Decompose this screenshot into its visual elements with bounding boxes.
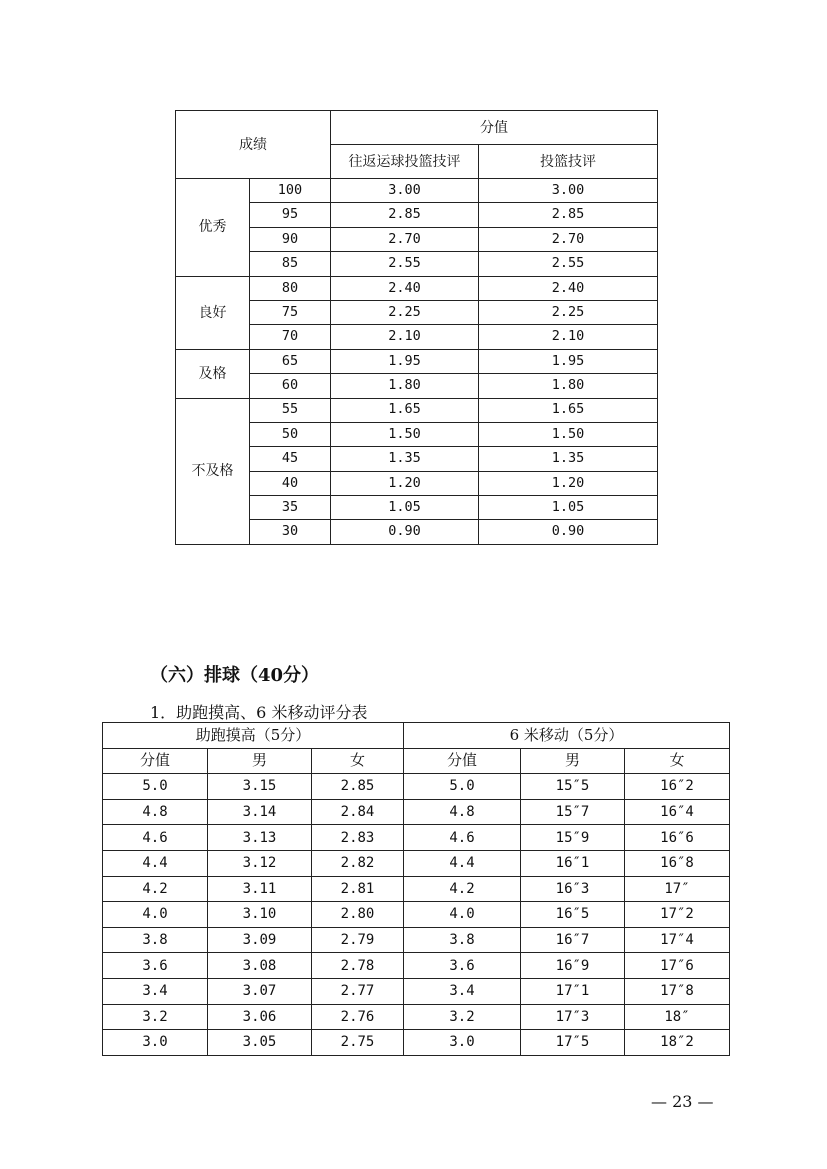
dribble-shoot-value: 1.20 [331, 471, 479, 495]
table-cell: 2.82 [312, 850, 404, 876]
table-cell: 15″5 [521, 774, 625, 800]
table-row [103, 799, 730, 825]
table-cell: 5.0 [404, 774, 521, 800]
column-header: 分值 [103, 748, 208, 774]
dribble-shoot-value: 2.25 [331, 300, 479, 324]
grade-label: 优秀 [176, 179, 250, 277]
table-cell: 3.0 [404, 1030, 521, 1056]
table-cell: 17″8 [625, 978, 730, 1004]
table-cell: 5.0 [103, 774, 208, 800]
table-cell: 2.80 [312, 902, 404, 928]
column-header: 分值 [404, 748, 521, 774]
table-cell: 3.4 [404, 978, 521, 1004]
table-cell: 4.4 [404, 850, 521, 876]
table-cell: 17″2 [625, 902, 730, 928]
shooting-value: 1.80 [479, 374, 658, 398]
score-cell: 70 [250, 325, 331, 349]
shooting-value: 2.55 [479, 252, 658, 276]
column-header-row [103, 748, 730, 774]
table-cell: 3.09 [208, 927, 312, 953]
shooting-value: 1.50 [479, 422, 658, 446]
table-row [176, 179, 658, 203]
jump-reach-header: 助跑摸高（5分） [103, 723, 404, 749]
table-cell: 18″2 [625, 1030, 730, 1056]
dribble-shoot-value: 3.00 [331, 179, 479, 203]
table-cell: 3.10 [208, 902, 312, 928]
table-cell: 16″6 [625, 825, 730, 851]
dribble-shoot-value: 1.65 [331, 398, 479, 422]
shooting-value: 1.20 [479, 471, 658, 495]
table-row [103, 978, 730, 1004]
table-cell: 3.06 [208, 1004, 312, 1030]
table-cell: 2.76 [312, 1004, 404, 1030]
score-cell: 90 [250, 227, 331, 251]
score-cell: 45 [250, 447, 331, 471]
dribble-shoot-header: 往返运球投篮技评 [331, 145, 479, 179]
table-cell: 15″9 [521, 825, 625, 851]
grade-label: 及格 [176, 349, 250, 398]
dribble-shoot-value: 1.50 [331, 422, 479, 446]
table-cell: 3.6 [103, 953, 208, 979]
table-cell: 4.0 [404, 902, 521, 928]
table-row [103, 1004, 730, 1030]
table-cell: 4.6 [404, 825, 521, 851]
table-cell: 16″8 [625, 850, 730, 876]
shooting-value: 2.40 [479, 276, 658, 300]
table-cell: 16″9 [521, 953, 625, 979]
shooting-value: 2.25 [479, 300, 658, 324]
table-cell: 3.2 [103, 1004, 208, 1030]
table-cell: 15″7 [521, 799, 625, 825]
dribble-shoot-value: 0.90 [331, 520, 479, 544]
score-cell: 80 [250, 276, 331, 300]
score-cell: 55 [250, 398, 331, 422]
dribble-shoot-value: 1.05 [331, 496, 479, 520]
table-cell: 17″ [625, 876, 730, 902]
table-cell: 3.2 [404, 1004, 521, 1030]
shooting-value: 2.85 [479, 203, 658, 227]
table-cell: 4.2 [103, 876, 208, 902]
table-cell: 2.79 [312, 927, 404, 953]
column-header: 男 [521, 748, 625, 774]
shooting-value: 1.35 [479, 447, 658, 471]
shooting-value: 1.95 [479, 349, 658, 373]
dribble-shoot-value: 2.55 [331, 252, 479, 276]
table-cell: 16″5 [521, 902, 625, 928]
table-cell: 3.13 [208, 825, 312, 851]
dribble-shoot-value: 2.40 [331, 276, 479, 300]
table-cell: 3.0 [103, 1030, 208, 1056]
score-header: 成绩 [176, 111, 331, 179]
table-row [103, 953, 730, 979]
table-cell: 2.83 [312, 825, 404, 851]
table-cell: 3.05 [208, 1030, 312, 1056]
table-cell: 3.4 [103, 978, 208, 1004]
table-row [103, 825, 730, 851]
table-cell: 3.07 [208, 978, 312, 1004]
score-cell: 30 [250, 520, 331, 544]
grade-label: 良好 [176, 276, 250, 349]
score-cell: 85 [250, 252, 331, 276]
table-cell: 3.12 [208, 850, 312, 876]
table-cell: 17″4 [625, 927, 730, 953]
score-cell: 60 [250, 374, 331, 398]
table-cell: 4.0 [103, 902, 208, 928]
dribble-shoot-value: 1.35 [331, 447, 479, 471]
table-caption: 1．助跑摸高、6 米移动评分表 [150, 703, 368, 722]
table-cell: 3.15 [208, 774, 312, 800]
dribble-shoot-value: 2.10 [331, 325, 479, 349]
shooting-value: 0.90 [479, 520, 658, 544]
score-cell: 75 [250, 300, 331, 324]
table-row [176, 276, 658, 300]
table-cell: 4.6 [103, 825, 208, 851]
value-header: 分值 [331, 111, 658, 145]
table-cell: 17″5 [521, 1030, 625, 1056]
page-number: — 23 — [651, 1092, 714, 1111]
table-cell: 17″6 [625, 953, 730, 979]
table-cell: 16″1 [521, 850, 625, 876]
section-heading: （六）排球（40分） [150, 665, 320, 686]
table-row [103, 850, 730, 876]
table-row [103, 774, 730, 800]
table-cell: 18″ [625, 1004, 730, 1030]
table-cell: 2.84 [312, 799, 404, 825]
table-cell: 3.6 [404, 953, 521, 979]
table-cell: 2.78 [312, 953, 404, 979]
score-cell: 35 [250, 496, 331, 520]
table-cell: 4.8 [404, 799, 521, 825]
shooting-value: 3.00 [479, 179, 658, 203]
shooting-header: 投篮技评 [479, 145, 658, 179]
table-row [103, 927, 730, 953]
score-cell: 50 [250, 422, 331, 446]
shooting-value: 2.10 [479, 325, 658, 349]
basketball-scoring-table [175, 110, 658, 545]
table-cell: 2.77 [312, 978, 404, 1004]
grade-label: 不及格 [176, 398, 250, 544]
table-cell: 4.2 [404, 876, 521, 902]
table-cell: 16″4 [625, 799, 730, 825]
table-cell: 2.85 [312, 774, 404, 800]
table-cell: 17″1 [521, 978, 625, 1004]
table-cell: 16″2 [625, 774, 730, 800]
dribble-shoot-value: 2.70 [331, 227, 479, 251]
column-header: 女 [625, 748, 730, 774]
column-header: 女 [312, 748, 404, 774]
table-cell: 16″7 [521, 927, 625, 953]
dribble-shoot-value: 1.80 [331, 374, 479, 398]
table-cell: 3.14 [208, 799, 312, 825]
table-cell: 4.8 [103, 799, 208, 825]
table-cell: 3.11 [208, 876, 312, 902]
shooting-value: 2.70 [479, 227, 658, 251]
shooting-value: 1.65 [479, 398, 658, 422]
table-row [176, 349, 658, 373]
table-row [103, 876, 730, 902]
dribble-shoot-value: 2.85 [331, 203, 479, 227]
table-row [103, 1030, 730, 1056]
score-cell: 100 [250, 179, 331, 203]
shooting-value: 1.05 [479, 496, 658, 520]
six-meter-move-header: 6 米移动（5分） [404, 723, 730, 749]
table-cell: 3.08 [208, 953, 312, 979]
score-cell: 95 [250, 203, 331, 227]
column-header: 男 [208, 748, 312, 774]
table-cell: 2.75 [312, 1030, 404, 1056]
volleyball-scoring-table [102, 722, 730, 1056]
table-cell: 3.8 [103, 927, 208, 953]
table-cell: 4.4 [103, 850, 208, 876]
table-cell: 17″3 [521, 1004, 625, 1030]
table-row [176, 398, 658, 422]
table-row [103, 902, 730, 928]
score-cell: 40 [250, 471, 331, 495]
table-cell: 2.81 [312, 876, 404, 902]
table-cell: 3.8 [404, 927, 521, 953]
score-cell: 65 [250, 349, 331, 373]
table-cell: 16″3 [521, 876, 625, 902]
dribble-shoot-value: 1.95 [331, 349, 479, 373]
